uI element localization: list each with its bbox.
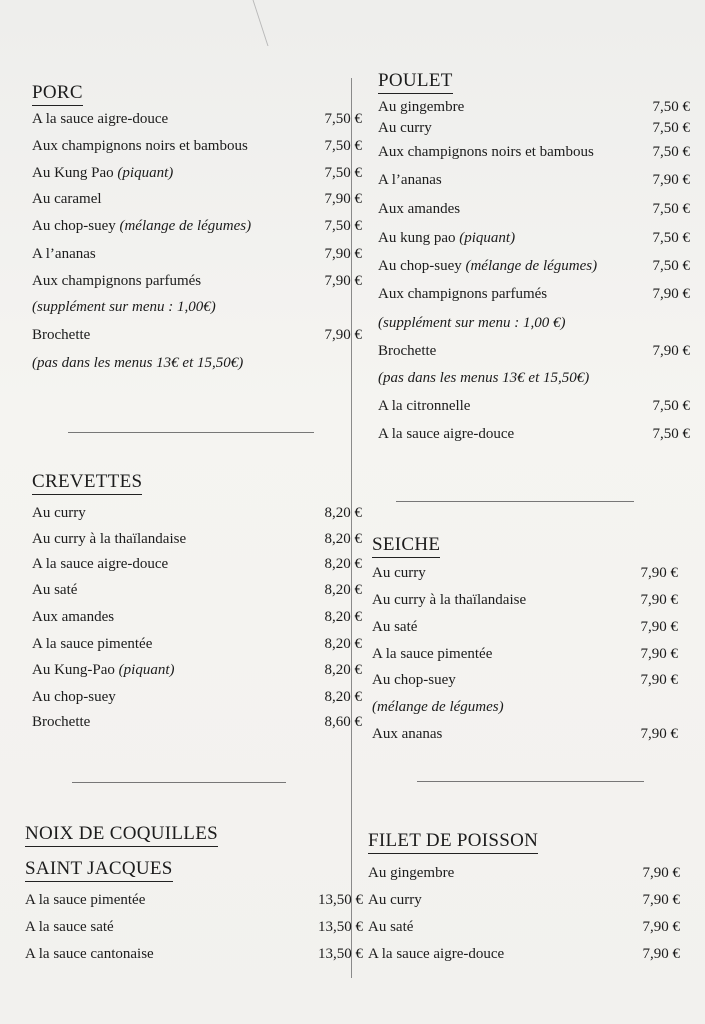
section-coquilles bbox=[25, 823, 218, 847]
supplement-note: (supplément sur menu : 1,00€) bbox=[32, 299, 216, 315]
paper-fold bbox=[223, 0, 269, 46]
section-coquilles-line2 bbox=[25, 858, 173, 882]
section-title-poulet: POULET bbox=[378, 70, 453, 94]
section-crevettes bbox=[32, 471, 142, 495]
section-title-coquilles-line1: NOIX DE COQUILLES bbox=[25, 823, 218, 847]
exclusion-note: (pas dans les menus 13€ et 15,50€) bbox=[378, 370, 590, 386]
section-title-crevettes: CREVETTES bbox=[32, 471, 142, 495]
section-title-seiche: SEICHE bbox=[372, 534, 440, 558]
separator bbox=[68, 432, 314, 433]
section-title-poisson: FILET DE POISSON bbox=[368, 830, 538, 854]
section-poulet bbox=[378, 70, 453, 94]
section-porc bbox=[32, 82, 83, 106]
supplement-note: (supplément sur menu : 1,00 €) bbox=[378, 315, 566, 331]
separator bbox=[417, 781, 644, 782]
section-seiche bbox=[372, 534, 440, 558]
exclusion-note: (pas dans les menus 13€ et 15,50€) bbox=[32, 355, 244, 371]
separator bbox=[396, 501, 634, 502]
separator bbox=[72, 782, 286, 783]
column-divider bbox=[351, 78, 352, 978]
section-poisson bbox=[368, 830, 538, 854]
menu-page: PORC A la sauce aigre-douce 7,50 € Aux champignons noirs et bambous 7,50 € Au Kung Pao (piquant) 7,50 € Au caramel 7,90 € Au chop-suey (mélange de légumes) 7,50 € A l’ananas 7,90 € Aux champignons parfumés 7,90 € (supplément sur menu : 1,00€) Brochette 7,90 € (pas dans les menus 13€ et 15,50€) POULET Au gingembre 7,50 € Au curry 7,50 € Aux champignons noirs et bambous 7,50 € A l’ananas 7,90 € Aux amandes 7,50 € Au kung pao (piquant) 7,50 € Au chop-suey (mélange de légumes) 7,50 € Aux champignons parfumés 7,90 € (supplément sur menu : 1,00 €) Brochette 7,90 € (pas dans les menus 13€ et 15,50€) A la citronnelle 7,50 € A la sauce aigre-douce 7,50 € CREVETTES Au curry 8,20 € Au curry à la thaïlandaise 8,20 € A la sauce aigre-douce 8,20 € Au saté 8,20 € Aux amandes 8,20 € A la sauce pimentée 8,20 € Au Kung-Pao (piquant) 8,20 € Au chop-suey 8,20 € Brochette 8,60 € SEICHE Au curry 7,90 € Au curry à la thaïlandaise 7,90 € Au saté 7,90 € A la sauce pimentée 7,90 € Au chop-suey 7,90 € (mélange de légumes) Aux ananas 7,90 € NOIX DE COQUILLES SAINT JACQUES A la sauce pimentée 13,50 € A la sauce saté 13,50 € A la sauce cantonaise 13,50 € FILET DE POISSON Au gingembre 7,90 € Au curry 7,90 € Au saté 7,90 € A la sauce aigre-douce 7,90 € bbox=[0, 0, 705, 1024]
section-title-coquilles-line2: SAINT JACQUES bbox=[25, 858, 173, 882]
chopsuey-note: (mélange de légumes) bbox=[372, 699, 504, 715]
section-title-porc: PORC bbox=[32, 82, 83, 106]
